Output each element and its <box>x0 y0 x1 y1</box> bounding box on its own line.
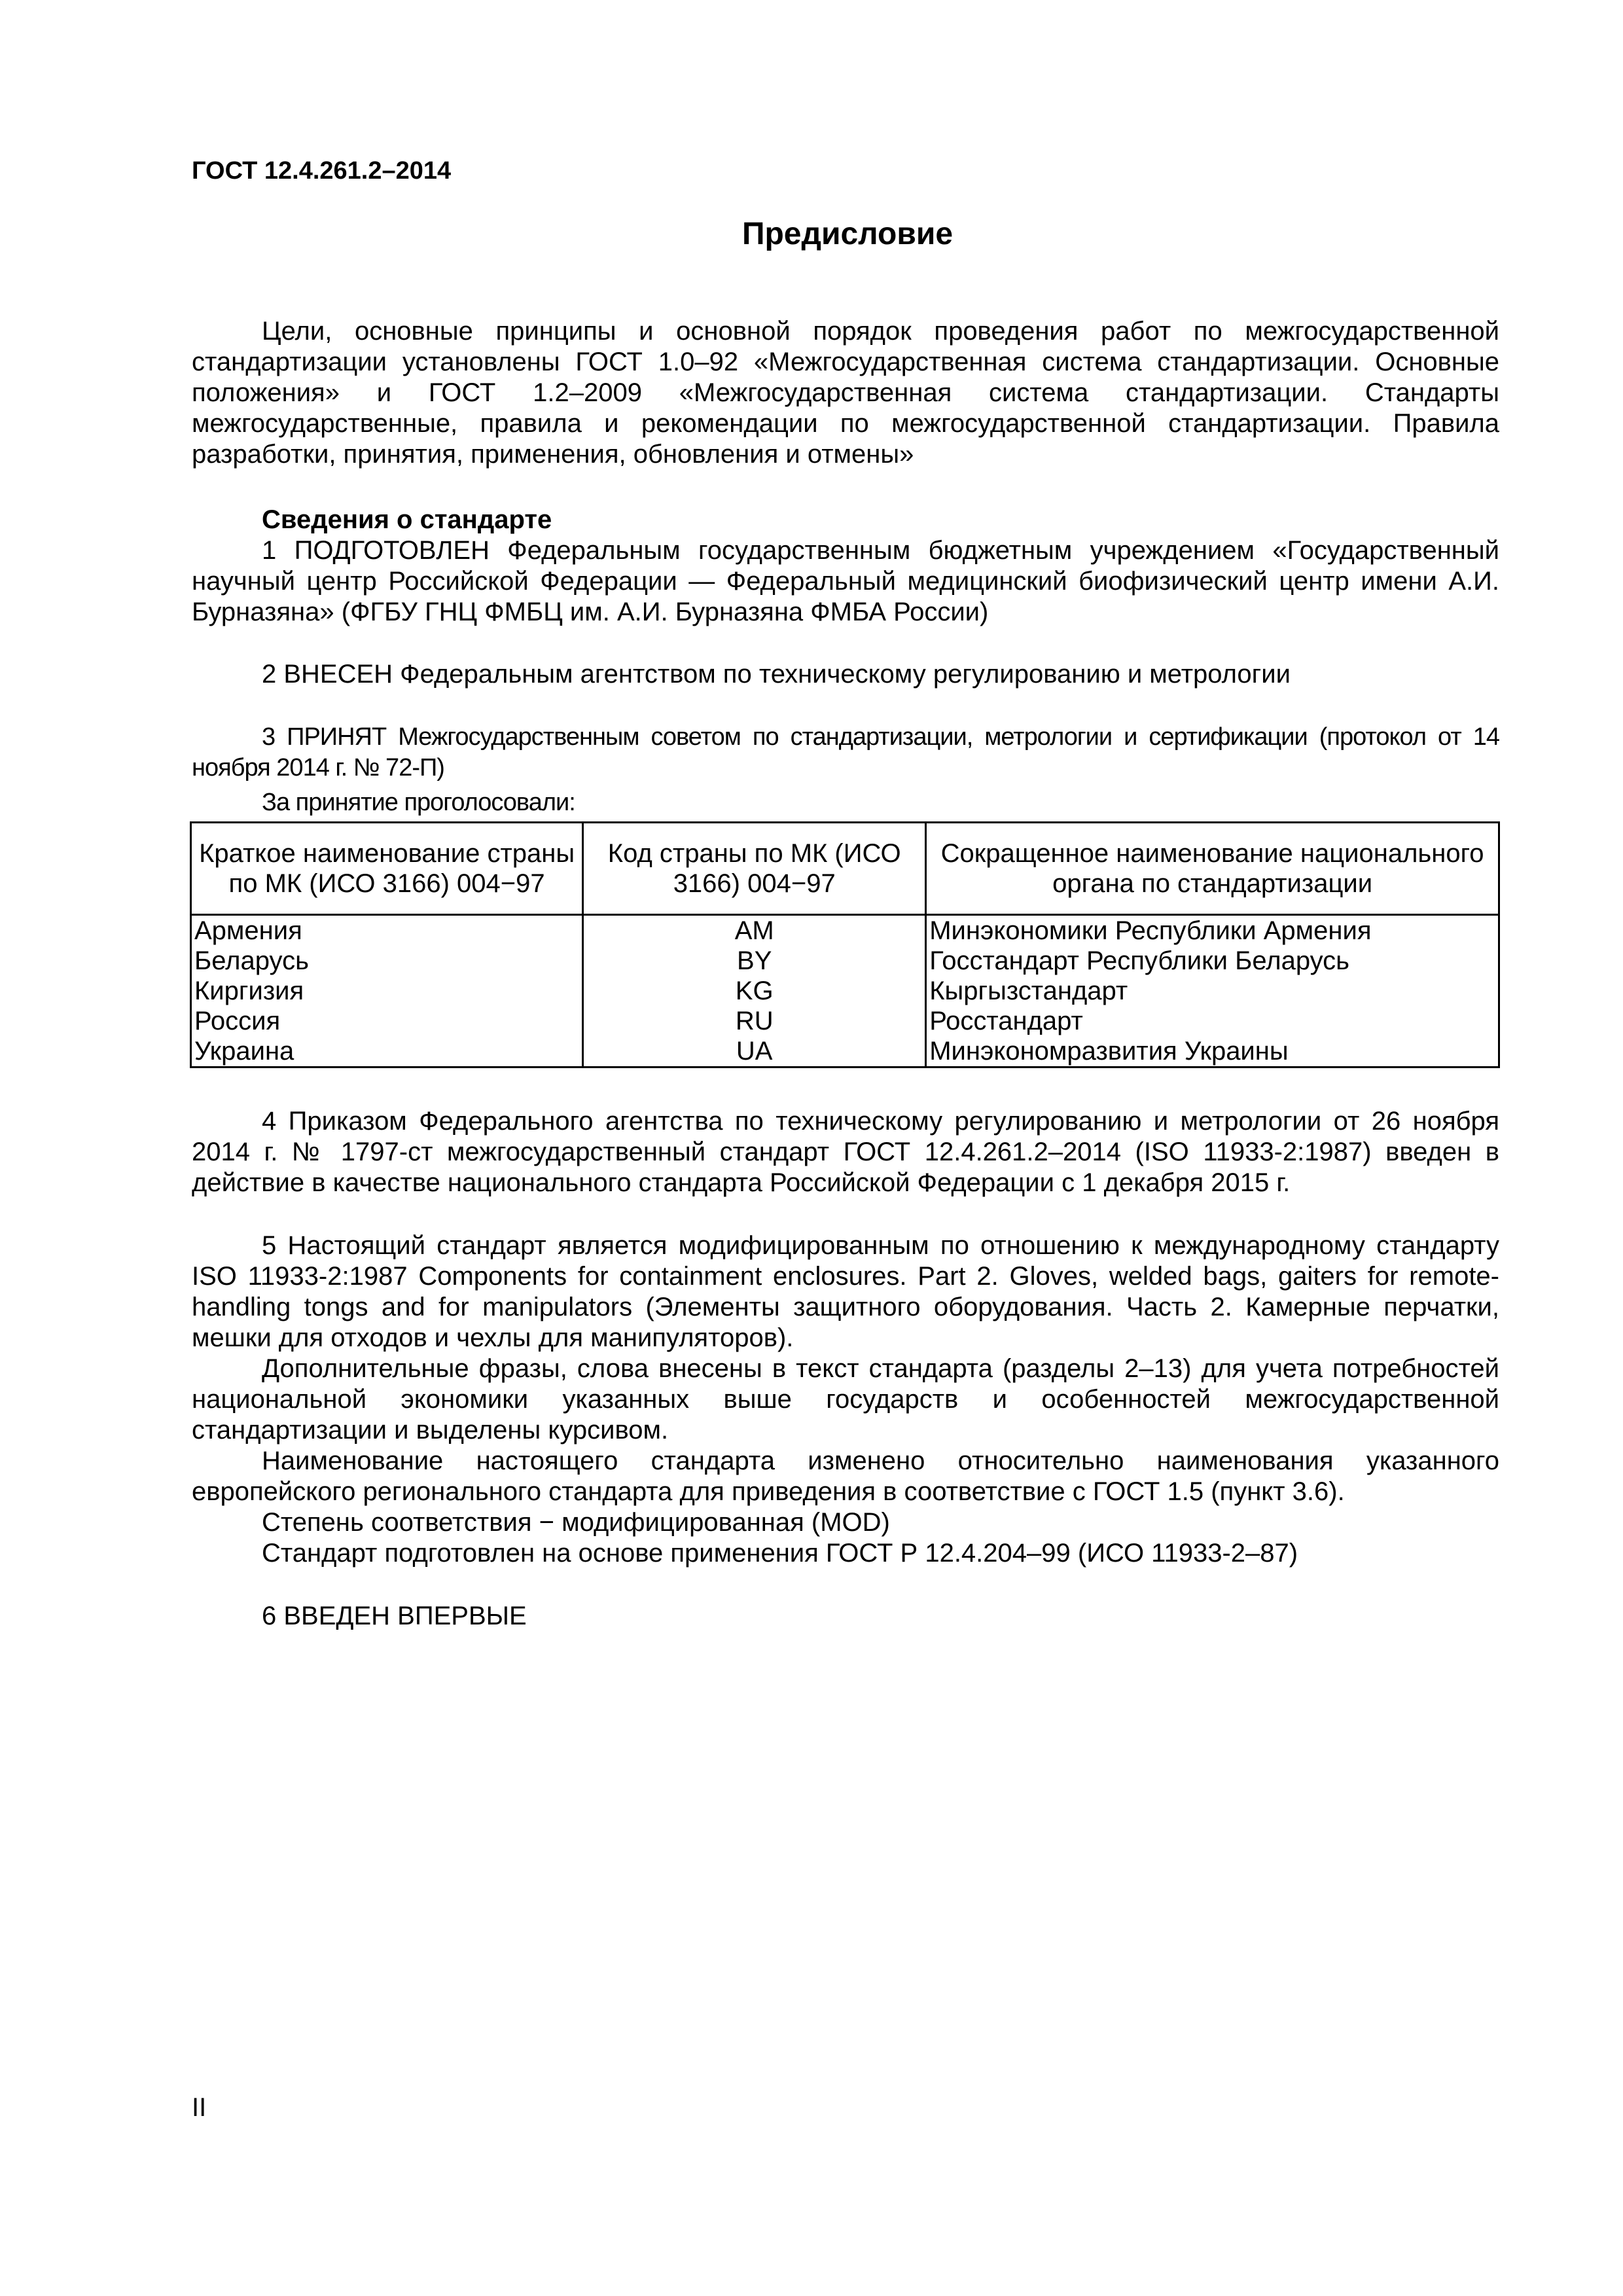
cell-body: Кыргызстандарт <box>926 976 1499 1006</box>
page-title: Предисловие <box>741 217 954 251</box>
cell-code: RU <box>583 1006 926 1036</box>
item-5-title-change: Наименование настоящего стандарта изменено относительно наименования указанного европейского регионального стандарта для приведения в соответствие с ГОСТ 1.5 (пункт 3.6). <box>192 1446 1499 1506</box>
col-header-body: Сокращенное наименование национального органа по стандартизации <box>926 823 1499 915</box>
cell-code: KG <box>583 976 926 1006</box>
document-code: ГОСТ 12.4.261.2–2014 <box>192 157 452 185</box>
cell-country: Киргизия <box>191 976 583 1006</box>
item-5-additions: Дополнительные фразы, слова внесены в текст стандарта (разделы 2–13) для учета потребностей национальной экономики указанных выше государств и особенностей межгосударственной стандартизации и выделены курсивом. <box>192 1354 1499 1444</box>
cell-code: BY <box>583 946 926 976</box>
item-4-order: 4 Приказом Федерального агентства по техническому регулированию и метрологии от 26 ноября 2014 г. № 1797-ст межгосударственный стандарт ГОСТ 12.4.261.2–2014 (ISO 11933-2:1987) введен в действие в качестве национального стандарта Российской Федерации с 1 декабря 2015 г. <box>192 1107 1499 1197</box>
table-row <box>191 946 1499 976</box>
cell-body: Минэкономики Республики Армения <box>926 915 1499 946</box>
col-header-code: Код страны по МК (ИСО 3166) 004−97 <box>583 823 926 915</box>
table-header-row <box>191 823 1499 915</box>
table-row <box>191 1006 1499 1036</box>
cell-code: UA <box>583 1036 926 1067</box>
cell-country: Украина <box>191 1036 583 1067</box>
cell-country: Беларусь <box>191 946 583 976</box>
table-row <box>191 1036 1499 1067</box>
intro-paragraph: Цели, основные принципы и основной порядок проведения работ по межгосударственной стандартизации установлены ГОСТ 1.0–92 «Межгосударственная система стандартизации. Основные положения» и ГОСТ 1.2–2009 «Межгосударственная система стандартизации. Стандарты межгосударственные, правила и рекомендации по межгосударственной стандартизации. Правила разработки, принятия, применения, обновления и отмены» <box>192 317 1499 469</box>
cell-body: Росстандарт <box>926 1006 1499 1036</box>
page-number: II <box>192 2093 207 2122</box>
voting-countries-table <box>190 821 1500 1068</box>
table-row <box>191 976 1499 1006</box>
standard-info-heading: Сведения о стандарте <box>262 505 552 534</box>
item-3-accepted: 3 ПРИНЯТ Межгосударственным советом по стандартизации, метрологии и сертификации (протокол от 14 ноября 2014 г. № 72-П) <box>192 723 1499 781</box>
item-6-first-introduced: 6 ВВЕДЕН ВПЕРВЫЕ <box>262 1602 527 1630</box>
item-5-basis: Стандарт подготовлен на основе применения ГОСТ Р 12.4.204–99 (ИСО 11933-2–87) <box>262 1539 1298 1568</box>
item-5-modified: 5 Настоящий стандарт является модифицированным по отношению к международному стандарту ISO 11933-2:1987 Components for containment enclosures. Part 2. Gloves, welded bags, gaiters for remote-handling tongs and for manipulators (Элементы защитного оборудования. Часть 2. Камерные перчатки, мешки для отходов и чехлы для манипуляторов). <box>192 1231 1499 1352</box>
col-header-country: Краткое наименование страны по МК (ИСО 3166) 004−97 <box>191 823 583 915</box>
item-1-prepared: 1 ПОДГОТОВЛЕН Федеральным государственным бюджетным учреждением «Государственный научный центр Российской Федерации — Федеральный медицинский биофизический центр имени А.И. Бурназяна» (ФГБУ ГНЦ ФМБЦ им. А.И. Бурназяна ФМБА России) <box>192 536 1499 626</box>
cell-body: Минэкономразвития Украины <box>926 1036 1499 1067</box>
cell-code: AM <box>583 915 926 946</box>
item-2-introduced: 2 ВНЕСЕН Федеральным агентством по техническому регулированию и метрологии <box>262 660 1291 689</box>
cell-country: Армения <box>191 915 583 946</box>
voted-label: За принятие проголосовали: <box>262 789 575 816</box>
table-row <box>191 915 1499 946</box>
cell-body: Госстандарт Республики Беларусь <box>926 946 1499 976</box>
cell-country: Россия <box>191 1006 583 1036</box>
item-5-conformity: Степень соответствия − модифицированная (MOD) <box>262 1508 890 1537</box>
